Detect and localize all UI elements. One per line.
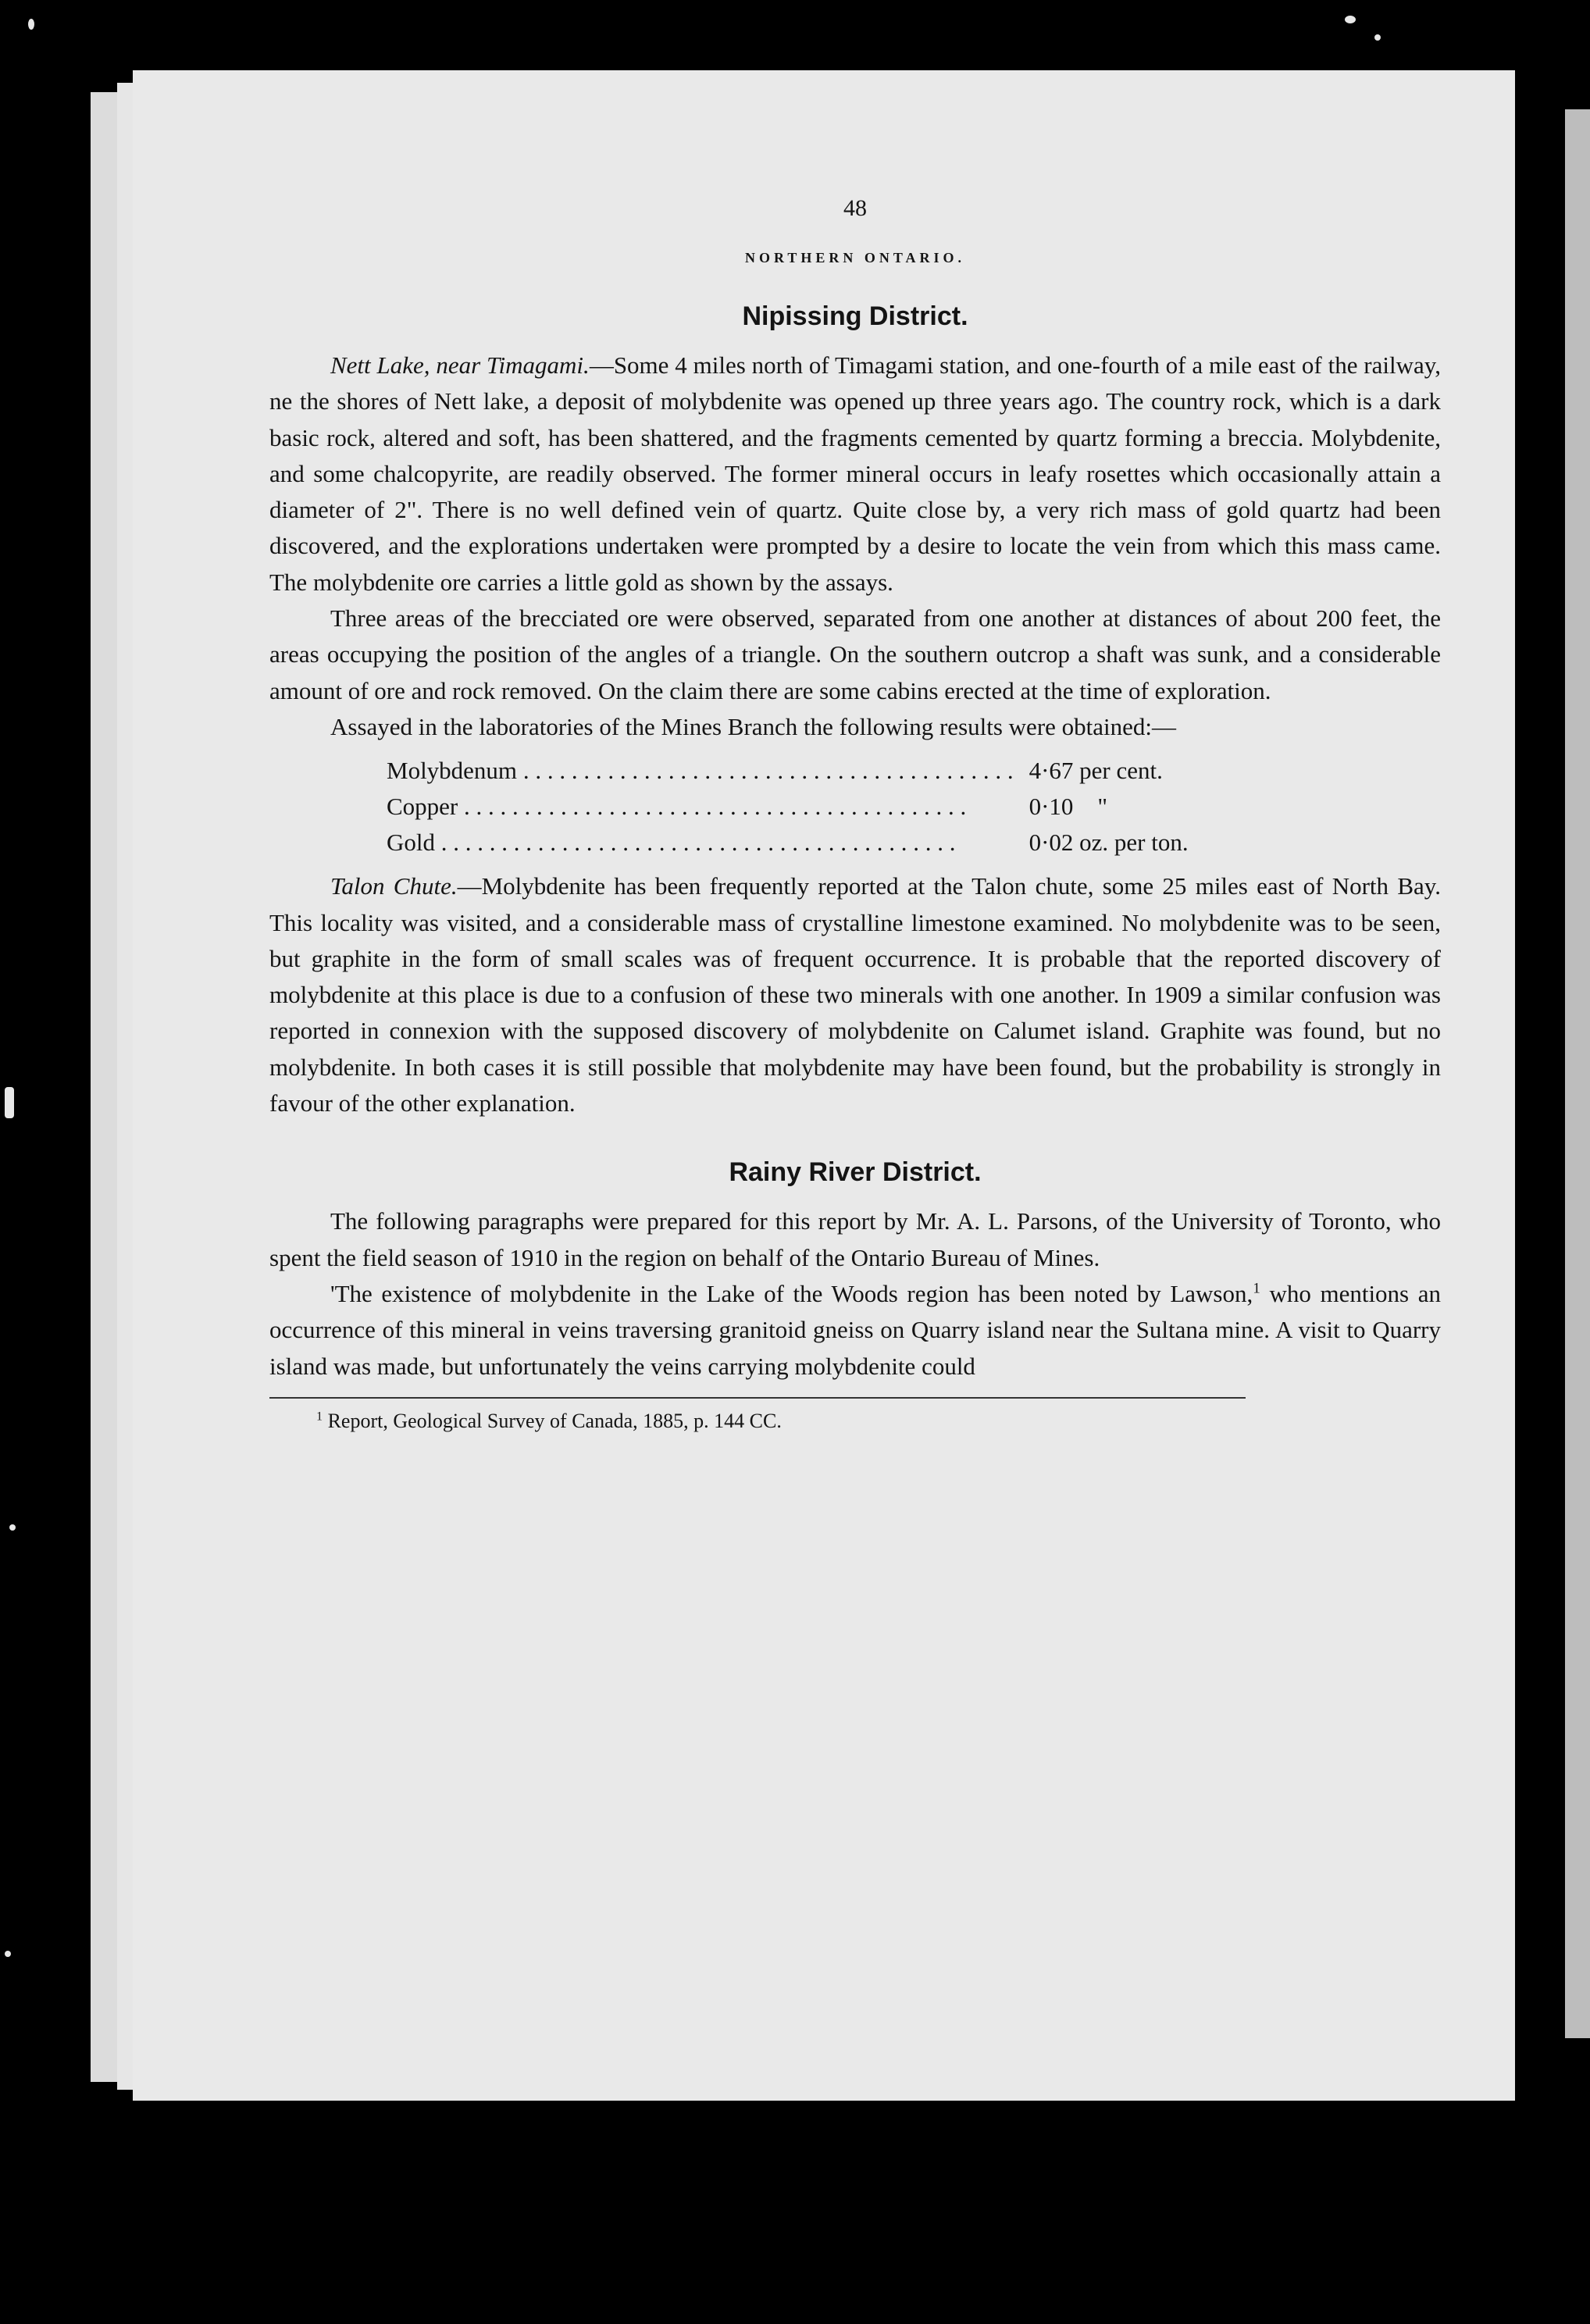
paragraph-text: —Some 4 miles north of Timagami station, and one-fourth of a mile east of the railway, ne the shores of Nett lake, a deposit of molybdenite was opened up three years ago. The country rock, which is a dark basic rock, altered and soft, has been shattered, and the fragments cemented by quartz forming a breccia. Molybdenite, and some chalcopyrite, are readily observed. The former mineral occurs in leafy rosettes which occasionally attain a diameter of 2". There is no well defined vein of quartz. Quite close by, a very rich mass of gold quartz had been discovered, and the explorations undertaken were prompted by a desire to locate the vein from which this mass came. The molybdenite ore carries a little gold as shown by the assays.: [269, 351, 1441, 596]
assay-row: [387, 753, 1189, 789]
paragraph-text: —Molybdenite has been frequently reported at the Talon chute, some 25 miles east of North Bay. This locality was visited, and a considerable mass of crystalline limestone examined. No molybdenite was to be seen, but graphite in the form of small scales was of frequent occurrence. It is probable that the reported discovery of molybdenite at this place is due to a confusion of these two minerals with one another. In 1909 a similar confusion was reported in connexion with the supposed discovery of molybdenite on Calumet island. Graphite was found, but no molybdenite. In both cases it is still possible that molybdenite may have been found, but the probability is strongly in favour of the other explanation.: [269, 872, 1441, 1117]
footnote-rule: [269, 1397, 1246, 1399]
paragraph-breccia-areas: Three areas of the brecciated ore were observed, separated from one another at distances of about 200 feet, the areas occupying the position of the angles of a triangle. On the southern outcrop a shaft was sunk, and a considerable amount of ore and rock removed. On the claim there are some cabins erected at the time of exploration.: [269, 604, 1441, 704]
section-heading-rainy-river: Rainy River District.: [729, 1157, 982, 1188]
assay-row: [387, 825, 1189, 861]
scan-speck: [1345, 16, 1356, 23]
assay-value: 0·10 ": [1029, 793, 1108, 821]
section-heading-nipissing: Nipissing District.: [742, 301, 968, 331]
page-number: 48: [843, 195, 867, 221]
scan-speck: [5, 1951, 11, 1957]
assay-row: [387, 789, 1189, 825]
footnote-marker: 1: [316, 1410, 323, 1424]
scan-speck: [28, 19, 34, 30]
footnote-ref: 1: [1253, 1280, 1260, 1297]
paragraph-lead: Talon Chute.: [330, 872, 458, 900]
paragraph-lake-of-woods: 'The existence of molybdenite in the Lake of the Woods region has been noted by Lawson,$^1$ who mentions an occurrence of this mineral in veins traversing granitoid gneiss on Quarry island near the Sultana mine. A visit to Quarry island was made, but unfortunately the veins carrying molybdenite could: [269, 1279, 1441, 1380]
footnote: $^1$ Report, Geological Survey of Canada, 1885, p. 144 CC.: [316, 1409, 782, 1432]
paragraph-assay-intro: Assayed in the laboratories of the Mines Branch the following results were obtained:—: [330, 712, 1177, 740]
paragraph-lead: Nett Lake, near Timagami.: [330, 351, 590, 379]
scan-speck: [1374, 34, 1381, 41]
page-fold-shadow: [1565, 109, 1590, 2038]
paragraph-nett-lake: [269, 348, 1441, 601]
assay-label: Gold . . . . . . . . . . . . . . . . . . . . . . . . . . . . . . . . . . . . . . . . . . .: [387, 829, 956, 857]
running-head: NORTHERN ONTARIO.: [744, 250, 966, 266]
paragraph-parsons-intro: The following paragraphs were prepared for this report by Mr. A. L. Parsons, of the University of Toronto, who spent the field season of 1910 in the region on behalf of the Ontario Bureau of Mines.: [269, 1207, 1441, 1271]
scan-speck: [9, 1524, 16, 1531]
scan-speck: [5, 1087, 14, 1118]
assay-label: Molybdenum . . . . . . . . . . . . . . . . . . . . . . . . . . . . . . . . . . . . . . . . .: [387, 757, 1014, 785]
assay-value: 4·67 per cent.: [1029, 757, 1163, 785]
assay-table: [387, 753, 1189, 861]
page-content: [269, 195, 1441, 1439]
paragraph-talon-chute: [269, 868, 1441, 1121]
assay-label: Copper . . . . . . . . . . . . . . . . . . . . . . . . . . . . . . . . . . . . . . . . . .: [387, 793, 967, 821]
assay-value: 0·02 oz. per ton.: [1029, 829, 1189, 857]
